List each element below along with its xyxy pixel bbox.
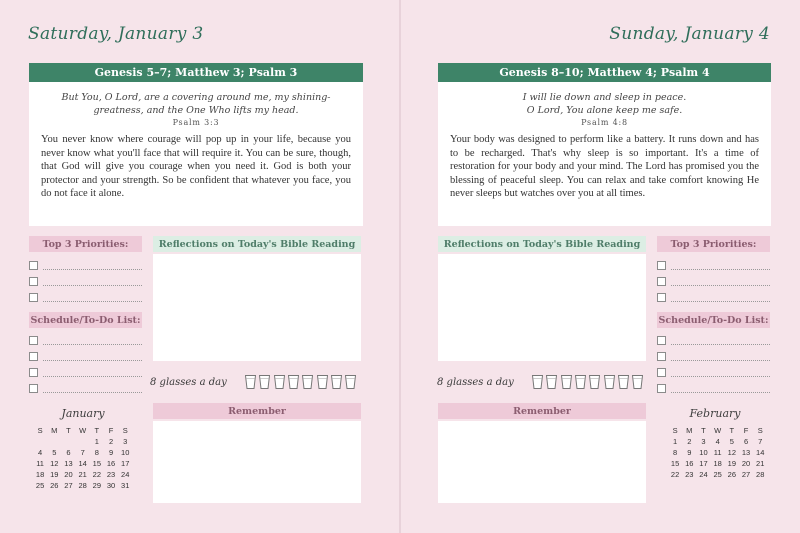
checkbox[interactable]	[657, 277, 666, 286]
calendar-day	[61, 437, 75, 446]
left-reading-header: Genesis 5–7; Matthew 3; Psalm 3	[29, 63, 363, 82]
calendar-weekday: T	[66, 426, 71, 435]
left-schedule-item[interactable]	[29, 367, 142, 379]
left-priority-item[interactable]	[29, 260, 142, 272]
right-schedule-item[interactable]	[657, 351, 770, 363]
calendar-day: 17	[699, 459, 708, 468]
calendar-day: 14	[756, 448, 765, 457]
dotted-line	[43, 285, 142, 286]
calendar-day: 25	[35, 481, 45, 490]
right-schedule-item[interactable]	[657, 367, 770, 379]
calendar-day: 10	[699, 448, 708, 457]
checkbox[interactable]	[29, 384, 38, 393]
calendar-day: 7	[80, 448, 85, 457]
calendar-day: 6	[743, 437, 749, 446]
calendar-day: 12	[727, 448, 737, 457]
water-glass-icon[interactable]	[317, 375, 328, 388]
checkbox[interactable]	[657, 352, 666, 361]
checkbox[interactable]	[657, 384, 666, 393]
left-priority-item[interactable]	[29, 292, 142, 304]
right-reflections-label: Reflections on Today's Bible Reading	[438, 236, 646, 252]
checkbox[interactable]	[29, 352, 38, 361]
calendar-weekday: F	[743, 426, 749, 435]
calendar-day: 30	[106, 481, 116, 490]
calendar-day: 26	[727, 470, 737, 479]
calendar-day: 11	[36, 459, 44, 468]
dotted-line	[43, 360, 142, 361]
calendar-day: 23	[685, 470, 694, 479]
calendar-day: 13	[741, 448, 751, 457]
calendar-day: 2	[687, 437, 692, 446]
calendar-day: 22	[92, 470, 102, 479]
calendar-day: 29	[92, 481, 102, 490]
left-devotional-text: You never know where courage will pop up in your life, because you never know what you'll face that will require it. You can be sure, though, that God will give you courage when you need it. God is both your protector and your strength. So be confident that whatever you face, you do not face it alone.	[41, 134, 351, 199]
calendar-day: 25	[713, 470, 722, 479]
left-schedule-item[interactable]	[29, 351, 142, 363]
right-reading-header: Genesis 8–10; Matthew 4; Psalm 4	[438, 63, 771, 82]
right-schedule-item[interactable]	[657, 335, 770, 347]
checkbox[interactable]	[657, 261, 666, 270]
dotted-line	[671, 285, 770, 286]
right-priority-item[interactable]	[657, 292, 770, 304]
calendar-weekday: S	[37, 426, 43, 435]
calendar-day: 15	[92, 459, 102, 468]
dotted-line	[671, 376, 770, 377]
water-glass-icon[interactable]	[618, 375, 629, 388]
left-remember-area[interactable]	[153, 421, 361, 503]
calendar-day: 12	[50, 459, 59, 468]
calendar-day: 1	[673, 437, 678, 446]
calendar-weekday: W	[714, 426, 722, 435]
checkbox[interactable]	[657, 293, 666, 302]
dotted-line	[43, 376, 142, 377]
calendar-day: 18	[713, 459, 722, 468]
left-schedule-label: Schedule/To-Do List:	[29, 312, 142, 328]
calendar-weekday: T	[729, 426, 735, 435]
calendar-day: 19	[727, 459, 737, 468]
calendar-day: 31	[121, 481, 130, 490]
calendar-day: 27	[741, 470, 751, 479]
dotted-line	[43, 392, 142, 393]
dotted-line	[671, 301, 770, 302]
calendar-day: 7	[758, 437, 763, 446]
calendar-day: 15	[670, 459, 680, 468]
calendar-day: 28	[756, 470, 765, 479]
checkbox[interactable]	[29, 336, 38, 345]
calendar-weekday: S	[757, 426, 763, 435]
calendar-day: 20	[741, 459, 751, 468]
water-glass-icon[interactable]	[546, 375, 557, 388]
left-devotional-card	[29, 63, 363, 226]
right-remember-area[interactable]	[438, 421, 646, 503]
checkbox[interactable]	[29, 261, 38, 270]
left-calendar-grid	[33, 426, 132, 490]
left-reflections-area[interactable]	[153, 254, 361, 361]
right-reflections-area[interactable]	[438, 254, 646, 361]
dotted-line	[671, 269, 770, 270]
left-remember-label: Remember	[153, 403, 361, 419]
calendar-day: 16	[106, 459, 116, 468]
calendar-day: 3	[123, 437, 128, 446]
calendar-weekday: M	[686, 426, 693, 435]
calendar-weekday: T	[94, 426, 100, 435]
right-remember-label: Remember	[438, 403, 646, 419]
calendar-weekday: S	[672, 426, 678, 435]
checkbox[interactable]	[29, 293, 38, 302]
right-priority-item[interactable]	[657, 276, 770, 288]
dotted-line	[43, 301, 142, 302]
calendar-day: 9	[108, 448, 114, 457]
calendar-weekday: F	[108, 426, 114, 435]
calendar-day: 3	[701, 437, 706, 446]
calendar-weekday: W	[79, 426, 87, 435]
calendar-day: 24	[699, 470, 708, 479]
checkbox[interactable]	[657, 368, 666, 377]
calendar-day: 6	[66, 448, 71, 457]
calendar-day: 2	[108, 437, 114, 446]
calendar-day: 21	[756, 459, 765, 468]
dotted-line	[43, 344, 142, 345]
water-glass-icon[interactable]	[561, 375, 572, 388]
calendar-day: 21	[78, 470, 87, 479]
calendar-day: 17	[121, 459, 130, 468]
right-glasses-label: 8 glasses a day	[437, 377, 514, 388]
water-glass-icon[interactable]	[575, 375, 586, 388]
checkbox[interactable]	[29, 368, 38, 377]
left-quote-line1: But You, O Lord, are a covering around me, my shining-	[61, 92, 331, 103]
dotted-line	[671, 344, 770, 345]
calendar-day	[47, 437, 61, 446]
calendar-day: 24	[121, 470, 130, 479]
water-glass-icon[interactable]	[345, 375, 356, 388]
left-glasses-label: 8 glasses a day	[150, 377, 227, 388]
left-schedule-item[interactable]	[29, 335, 142, 347]
right-priority-item[interactable]	[657, 260, 770, 272]
water-glass-icon[interactable]	[259, 375, 270, 388]
left-schedule-item[interactable]	[29, 383, 142, 395]
left-priorities-label: Top 3 Priorities:	[29, 236, 142, 252]
checkbox[interactable]	[657, 336, 666, 345]
water-glass-icon[interactable]	[632, 375, 643, 388]
right-devotional-text: Your body was designed to perform like a battery. It runs down and has to be recharged. That's why sleep is so important. It's a time of restoration for your body and your mind. The Lord has promised you the blessing of peaceful sleep. You can relax and take comfort knowing He never sleeps but watches over you at all times.	[450, 134, 759, 199]
calendar-day	[76, 437, 90, 446]
water-glass-icon[interactable]	[245, 375, 256, 388]
right-water-tracker	[532, 374, 647, 390]
calendar-day: 28	[78, 481, 87, 490]
calendar-weekday: T	[701, 426, 706, 435]
dotted-line	[671, 392, 770, 393]
calendar-day: 8	[673, 448, 678, 457]
dotted-line	[671, 360, 770, 361]
calendar-day: 19	[50, 470, 59, 479]
calendar-day: 4	[715, 437, 720, 446]
calendar-day: 9	[687, 448, 692, 457]
calendar-day: 1	[94, 437, 99, 446]
calendar-day: 23	[106, 470, 116, 479]
right-quote-line1: I will lie down and sleep in peace.	[522, 92, 687, 103]
left-day-title: Saturday, January 3	[28, 24, 204, 44]
right-quote-line2: O Lord, You alone keep me safe.	[526, 105, 683, 116]
right-quote-reference: Psalm 4:8	[581, 118, 628, 127]
calendar-day: 5	[729, 437, 734, 446]
right-devotional-card	[438, 63, 771, 226]
calendar-weekday: S	[122, 426, 128, 435]
left-quote-line2: greatness, and the One Who lifts my head.	[93, 105, 299, 116]
calendar-day: 13	[64, 459, 73, 468]
water-glass-icon[interactable]	[331, 375, 342, 388]
calendar-day: 16	[685, 459, 694, 468]
calendar-day: 14	[78, 459, 87, 468]
right-calendar-grid	[668, 426, 767, 479]
water-glass-icon[interactable]	[532, 375, 543, 388]
left-reflections-label: Reflections on Today's Bible Reading	[153, 236, 361, 252]
calendar-day	[33, 437, 47, 446]
spine-shadow	[399, 0, 401, 533]
right-schedule-item[interactable]	[657, 383, 770, 395]
calendar-day: 26	[50, 481, 59, 490]
calendar-day: 5	[52, 448, 57, 457]
water-glass-icon[interactable]	[589, 375, 600, 388]
dotted-line	[43, 269, 142, 270]
calendar-day: 18	[35, 470, 45, 479]
calendar-day: 22	[670, 470, 680, 479]
left-water-tracker	[245, 374, 360, 390]
calendar-day: 4	[38, 448, 43, 457]
right-schedule-label: Schedule/To-Do List:	[657, 312, 770, 328]
water-glass-icon[interactable]	[274, 375, 285, 388]
calendar-day: 11	[713, 448, 722, 457]
right-day-title: Sunday, January 4	[609, 24, 770, 44]
calendar-day: 10	[121, 448, 130, 457]
right-calendar-month: February	[689, 407, 741, 420]
right-priorities-label: Top 3 Priorities:	[657, 236, 770, 252]
water-glass-icon[interactable]	[604, 375, 615, 388]
calendar-day: 20	[64, 470, 73, 479]
water-glass-icon[interactable]	[288, 375, 299, 388]
checkbox[interactable]	[29, 277, 38, 286]
left-priority-item[interactable]	[29, 276, 142, 288]
left-calendar-month: January	[61, 407, 105, 420]
left-quote-reference: Psalm 3:3	[172, 118, 220, 127]
calendar-day: 27	[64, 481, 73, 490]
calendar-day: 8	[94, 448, 99, 457]
calendar-weekday: M	[51, 426, 58, 435]
water-glass-icon[interactable]	[302, 375, 313, 388]
